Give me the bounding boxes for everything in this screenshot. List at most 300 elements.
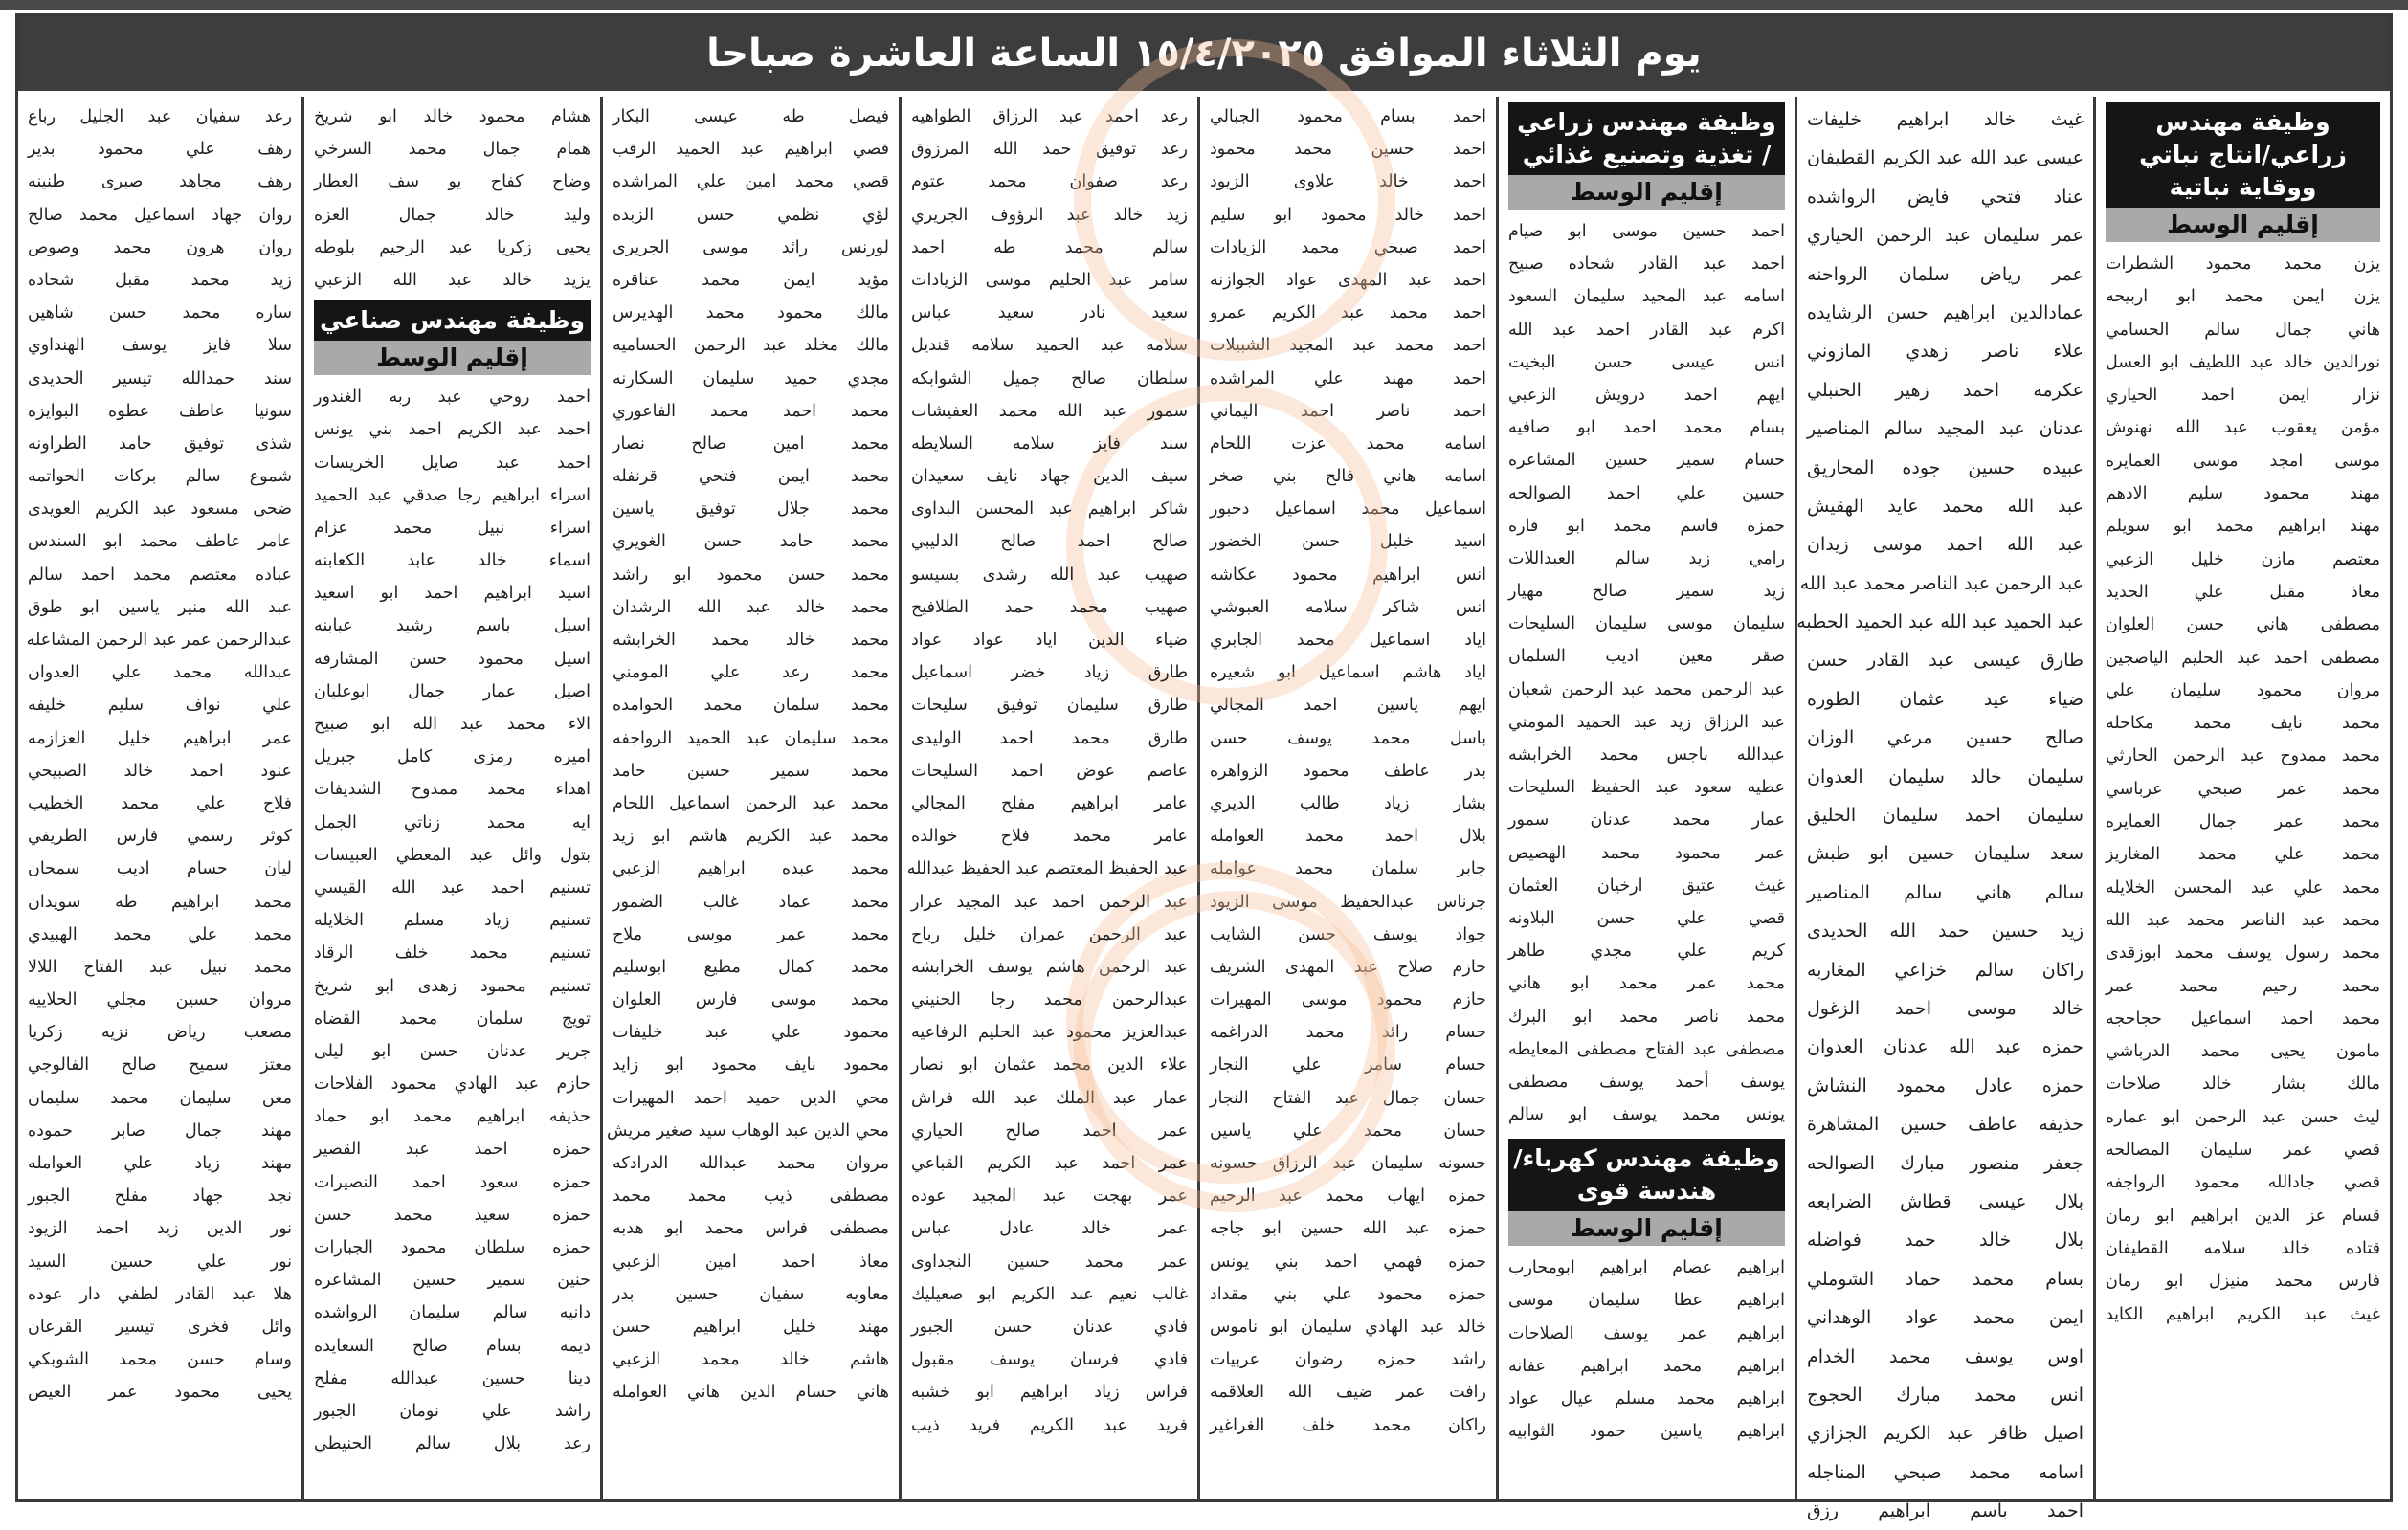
name-entry: محمد عمر صبحي عرباسي [2106, 779, 2380, 799]
name-entry: انس عيسى حسن البخيت [1508, 352, 1785, 372]
name-entry: حذيفه عاطف حسين المشاهرة [1807, 1114, 2084, 1136]
section-title: وظيفة مهندس كهرباء/ هندسة قوى [1508, 1139, 1785, 1211]
name-entry: عبد الرحمن عبد الناصر محمد عبد الله [1799, 572, 2084, 594]
name-list [1508, 1252, 1785, 1448]
name-entry: مهند زياد علي العوامله [28, 1154, 292, 1173]
name-entry: كوثر رسمي فارس الطريفي [28, 827, 292, 847]
name-entry: حمزه سلطان محمود الجبارات [314, 1238, 591, 1257]
name-entry: حذيفه ابراهيم محمد ابو حماد [314, 1107, 591, 1127]
name-entry: مجدي حميد سليمان السكارنه [613, 368, 889, 388]
name-entry: انس محمد مبارك الحجوج [1807, 1384, 2084, 1406]
name-entry: اسيل باسم رشيد عبابنه [314, 616, 591, 636]
name-entry: اسامه محمد عزت اللحام [1210, 433, 1486, 454]
name-entry: ابراهيم عمر يوسف الصلاحات [1508, 1323, 1785, 1343]
name-entry: احمد عبد القادر شحاده صبيح [1508, 255, 1785, 275]
name-entry: محمود علي عبد خليفات [613, 1023, 889, 1043]
name-entry: احمد محمد عبد الكريم عمرو [1210, 303, 1486, 323]
name-entry: نور علي حسين السيد [28, 1252, 292, 1272]
name-entry: محمد ابراهيم طه سويدان [28, 892, 292, 912]
name-entry: محمد ممدوح عبد الرحمن الحارثي [2106, 746, 2380, 766]
name-entry: حمزه سعود احمد النصيرات [314, 1172, 591, 1192]
name-entry: احمد عبد صايل الخريسات [314, 453, 591, 473]
name-entry: مروان محمود سليمان علي [2106, 680, 2380, 700]
name-entry: جرير عدنان حسن ابو ليلى [314, 1041, 591, 1061]
name-entry: دانيه سالم سليمان الرواشده [314, 1303, 591, 1323]
name-entry: مالك محمود محمد الهديرس [613, 303, 889, 323]
name-entry: محمد احمد محمد الفاعوري [613, 401, 889, 421]
name-entry: غالب نعيم عبد الكريم ابو صعيليك [911, 1284, 1188, 1304]
name-entry: عبد الرحمن عمران خليل رباح [911, 924, 1188, 944]
name-entry: مالك بشار خالد صلاحات [2106, 1075, 2380, 1095]
name-entry: سعد سليمان حسين ابو طبش [1807, 843, 2084, 865]
name-entry: تسنيم محمود زهدى ابو شريخ [314, 976, 591, 996]
name-entry: رعد احمد عبد الرزاق الطواهيه [911, 107, 1188, 126]
name-entry: لؤي نظمي حسن الزبده [613, 205, 889, 225]
name-entry: راشد حمزه رضوان عربيات [1210, 1350, 1486, 1370]
name-entry: وضاح كفاح يو سف العطار [314, 172, 591, 192]
name-entry: احمد باسم ابراهيم رزق [1807, 1500, 2084, 1522]
name-entry: سلامه عبد الحميد سلامه قنديل [911, 336, 1188, 356]
name-entry: جواد يوسف حسن الشايب [1210, 924, 1486, 944]
name-entry: علي نواف سليم خليفه [28, 696, 292, 716]
name-entry: عبد الرحمن احمد عبد المجيد عرار [911, 892, 1188, 912]
name-entry: احمد ناصر احمد اليماني [1210, 401, 1486, 421]
name-entry: صقر معين اديب السلمان [1508, 647, 1785, 667]
name-entry: قصي محمد امين علي المراشده [613, 172, 889, 192]
name-list [1508, 215, 1785, 1131]
name-entry: موسى امجد موسى العمايره [2106, 451, 2380, 471]
name-entry: صهيب محمد حمد الطلافيح [911, 597, 1188, 617]
name-entry: محمد نايف محمد مكاحله [2106, 714, 2380, 734]
name-entry: بدر عاطف محمود الزواهره [1210, 761, 1486, 781]
name-entry: مؤمن يعقوب عبد الله نهنوش [2106, 418, 2380, 438]
name-entry: اوس يوسف محمد الخدام [1807, 1345, 2084, 1367]
name-entry: عبد الحفيظ المعتصم عبد الحفيظ عبدالله [906, 859, 1188, 879]
name-entry: مصطفى ذيب محمد محمد [613, 1186, 889, 1207]
name-entry: صهيب عبد الله رشدى بسيسو [911, 565, 1188, 585]
name-entry: سعيد نادر سعيد عباس [911, 303, 1188, 323]
name-entry: قصي عمر سليمان المصالحه [2106, 1141, 2380, 1161]
name-entry: سالم محمد طه احمد [911, 237, 1188, 257]
name-entry: قصي علي حسن البلاونه [1508, 908, 1785, 928]
name-entry: باسل محمد يوسف حسن [1210, 728, 1486, 748]
name-entry: سلطان صالح جميل الشوابكه [911, 368, 1188, 388]
name-entry: رامي زيد سالم العبداللات [1508, 548, 1785, 568]
name-entry: محمد عبده ابراهيم الزعبي [613, 859, 889, 879]
name-entry: هاني حسام الدين هاني العوامله [613, 1383, 889, 1403]
name-entry: فادي عدنان حسن الجبور [911, 1317, 1188, 1337]
name-entry: محمد رسول يوسف محمد ابوزقدى [2106, 943, 2380, 964]
name-entry: احمد مهند علي المراشده [1210, 368, 1486, 388]
name-entry: رهف علي محمود بدير [28, 140, 292, 160]
name-entry: عبدالعزيز محمود عبد الحليم الرفاعيه [911, 1023, 1188, 1043]
name-entry: محمد ايمن فتحي قرنفله [613, 467, 889, 487]
name-entry: ضحى مسعود عبد الكريم العويدى [28, 499, 292, 520]
name-entry: راكان محمد خلف الغراغير [1210, 1415, 1486, 1435]
name-entry: احمد روحي عبد ربه الغندور [314, 388, 591, 408]
name-entry: عمادالدين ابراهيم حسن الرشايده [1807, 301, 2084, 323]
name-entry: جرناس عبدالحفيظ موسى الزيود [1210, 892, 1486, 912]
name-entry: ساره محمد حسن شاهين [28, 303, 292, 323]
name-entry: محمد عبد الكريم هاشم ابو زيد [613, 827, 889, 847]
name-entry: نجد جهاد مفلح الجبور [28, 1186, 292, 1207]
name-entry: ابراهيم عطا سليمان موسى [1508, 1291, 1785, 1311]
name-entry: عمر احمد عبد الكريم القباعي [911, 1154, 1188, 1173]
name-entry: محمد احمد اسماعيل حجاحجه [2106, 1009, 2380, 1029]
name-entry: احمد عبد الكريم احمد بني يونس [314, 420, 591, 440]
name-entry: عطيه سعود عبد الحفيظ السليحات [1508, 778, 1785, 798]
name-list [28, 100, 292, 1409]
name-entry: عمر سليمان عبد الرحمن الحياري [1807, 225, 2084, 247]
name-entry: معاويه سفيان حسين بدر [613, 1284, 889, 1304]
name-entry: عبد الحميد عبد الله عبد الحميد الحطبه [1796, 611, 2084, 633]
name-entry: عبد الرحمن محمد عبد الرحمن شعبان [1508, 679, 1785, 699]
name-entry: احمد حسين موسى ابو صيام [1508, 222, 1785, 241]
name-entry: اياد اسماعيل محمد الجابري [1210, 631, 1486, 650]
name-entry: خالد عبد الهادي سليمان ابو ناموس [1210, 1317, 1486, 1337]
name-entry: حمزه سعيد محمد حسن [314, 1205, 591, 1225]
name-entry: سمور عبد الله محمد العفيشات [911, 401, 1188, 421]
name-entry: غيث عتيق ارخيان العثمان [1508, 876, 1785, 896]
name-entry: غيث عبد الكريم ابراهيم الكايد [2106, 1304, 2380, 1324]
name-entry: حازم محمود موسى المهيرات [1210, 990, 1486, 1010]
name-entry: اسامه محمد صبحي المناجله [1807, 1461, 2084, 1483]
name-entry: ليان حسام اديب سمحان [28, 859, 292, 879]
name-entry: محمد عمر جمال العمايره [2106, 812, 2380, 832]
name-entry: روان جهاد اسماعيل محمد صالح [28, 205, 292, 225]
name-entry: بتول وائل عبد المعطي العبيسات [314, 845, 591, 865]
name-entry: محمد علي محمد الهبيدي [28, 924, 292, 944]
name-entry: يزيد خالد عبد الله الزعبي [314, 270, 591, 290]
name-entry: معتصم مازن خليل الزعبي [2106, 549, 2380, 569]
name-entry: صالح احمد صالح الدليبي [911, 532, 1188, 552]
name-entry: دينا حسين عبدالله مفلح [314, 1368, 591, 1388]
page-title: يوم الثلاثاء الموافق ١٥/٤/٢٠٢٥ الساعة العاشرة صباحا [706, 32, 1702, 76]
name-entry: احمد بسام محمود الجبالي [1210, 107, 1486, 126]
name-entry: هشام محمود خالد ابو شريخ [314, 107, 591, 126]
name-entry: حمزه ايهاب محمد عبد الرحيم [1210, 1186, 1486, 1207]
name-entry: عبد الله محمد عايد الهقيش [1807, 495, 2084, 517]
name-entry: يحيى محمود عمر العيص [28, 1383, 292, 1403]
name-entry: بلال خالد حمد فواضله [1807, 1230, 2084, 1252]
name-entry: اصيل عمار جمال ابوعليان [314, 681, 591, 701]
name-entry: عبد الرحمن هاشم يوسف الخرابشه [911, 957, 1188, 977]
name-entry: فادي فرسان يوسف مقبول [911, 1350, 1188, 1370]
name-entry: ديمه بسام صالح السعايده [314, 1336, 591, 1356]
name-entry: اكرم عبد القادر احمد عبد الله [1508, 320, 1785, 340]
name-entry: رعد توفيق حمد الله المرزوق [911, 140, 1188, 160]
name-entry: محي الدين عبد الوهاب سيد صغير مريش [607, 1120, 889, 1141]
column-5 [899, 97, 1197, 1499]
name-entry: احمد خالد محمود ابو سليم [1210, 205, 1486, 225]
name-entry: هاشم خالد محمد الزعبي [613, 1350, 889, 1370]
name-entry: حسام سامر علي النجار [1210, 1055, 1486, 1075]
name-entry: محمد جلال توفيق ياسين [613, 499, 889, 520]
name-entry: عمار عبد الملك عبد الله فراش [911, 1088, 1188, 1108]
name-entry: صالح حسين مرعي الوزان [1807, 727, 2084, 749]
name-entry: مصطفى هاني حسن العلوان [2106, 615, 2380, 635]
name-entry: قصي جادالله محمود الرواجفه [2106, 1173, 2380, 1193]
column-1 [2093, 97, 2390, 1499]
name-entry: عبد الرزاق زيد عبد الحميد المومني [1508, 712, 1785, 732]
name-entry: سامر عبد الحليم موسى الزيادات [911, 270, 1188, 290]
name-entry: ابراهيم محمد مسلم عيال عواد [1508, 1389, 1785, 1408]
name-entry: ابراهيم ياسين حمود الثوابيه [1508, 1422, 1785, 1442]
name-entry: محمد رحيم محمد عمر [2106, 976, 2380, 996]
name-entry: عامر ابراهيم مفلح المجالي [911, 793, 1188, 813]
name-entry: محمد علي محمد المغاريز [2106, 845, 2380, 865]
name-entry: محمد علي عبد المحسن الخلايله [2106, 877, 2380, 898]
name-entry: هلا عبد القادر لطفي دار عوده [28, 1284, 292, 1304]
name-entry: عبدالله باجس محمد الخرابشه [1508, 745, 1785, 765]
name-entry: حسام رائد محمد الدراغمه [1210, 1023, 1486, 1043]
name-entry: احمد حسين محمد محمود [1210, 140, 1486, 160]
name-entry: محمد خالد عبد الله الرشدان [613, 597, 889, 617]
name-entry: طارق زياد خضر اسماعيل [911, 663, 1188, 683]
name-entry: عامر محمد فلاح خوالده [911, 827, 1188, 847]
name-entry: محمد خالد محمد الخرابشه [613, 631, 889, 650]
name-entry: معتز سميح صالح الفالوجي [28, 1055, 292, 1075]
name-entry: قصي ابراهيم عبد الحميد الرقب [613, 140, 889, 160]
name-entry: زيد حسين حمد الله الحديدى [1807, 920, 2084, 942]
name-entry: عبدالرحمن عمر عبد الرحمن المشاعله [26, 631, 292, 650]
name-entry: ايمن محمد عواد الوهداني [1807, 1307, 2084, 1329]
section-region: إقليم الوسط [1508, 1211, 1785, 1246]
name-entry: نزار ايمن احمد الحياري [2106, 386, 2380, 406]
name-entry: اسراء ابراهيم رجا صدقي عبد الحميد [314, 485, 591, 505]
name-entry: علاء الدين محمد عثمان ابو نصار [911, 1055, 1188, 1075]
name-entry: سليمان موسى سليمان السليحات [1508, 614, 1785, 634]
section-region: إقليم الوسط [2106, 208, 2380, 242]
name-entry: زيد محمد مقبل شحاده [28, 270, 292, 290]
name-entry: زيد سمير صالح مهيار [1508, 582, 1785, 602]
name-entry: ضياء الدين اياد عواد عواد [911, 631, 1188, 650]
name-entry: حمزه عبد الله حسين ابو جاجه [1210, 1219, 1486, 1239]
name-entry: اميره رمزى كامل جبريل [314, 747, 591, 767]
name-entry: عاصم عوض احمد السليحات [911, 761, 1188, 781]
name-entry: تويج سلمان محمد القضاه [314, 1009, 591, 1029]
name-entry: عمر احمد صالح الحياري [911, 1120, 1188, 1141]
name-entry: جابر سلمان محمد عوامله [1210, 859, 1486, 879]
name-entry: رهف مجاهد صبرى طنينه [28, 172, 292, 192]
name-entry: احمد خالد علاوى الزيود [1210, 172, 1486, 192]
name-entry: فارس محمد منيزل ابو رمان [2106, 1272, 2380, 1292]
name-entry: سند حمدالله تيسير الحديدى [28, 368, 292, 388]
name-entry: اسيد ابراهيم احمد ابو اسعيد [314, 584, 591, 604]
column-7 [301, 97, 600, 1499]
name-entry: بسام محمد حماد الشوملي [1807, 1268, 2084, 1290]
name-entry: روان هرون محمد وصوص [28, 237, 292, 257]
name-entry: مؤيد ايمن محمد عناقره [613, 270, 889, 290]
name-entry: مهند ابراهيم محمد ابو سويلم [2106, 517, 2380, 537]
name-entry: فريد عبد الكريم فريد ذيب [911, 1415, 1188, 1435]
name-entry: بلال عيسى قطاش الضرابعه [1807, 1190, 2084, 1212]
name-entry: حمزه فهمي احمد بني يونس [1210, 1252, 1486, 1272]
name-entry: عبدالله محمد علي العدوان [28, 663, 292, 683]
name-entry: عباده معتصم محمد احمد سالم [28, 565, 292, 585]
name-entry: محمد حامد حسن الغويري [613, 532, 889, 552]
name-entry: وائل فخرى تيسير القرعان [28, 1317, 292, 1337]
name-list [1796, 100, 2084, 1530]
name-entry: ضياء عيد عثمان الطوره [1807, 688, 2084, 710]
column-4 [1197, 97, 1496, 1499]
name-entry: حازم عبد الهادي محمود الفلاحات [314, 1075, 591, 1095]
name-entry: معاذ احمد امين الزعبي [613, 1252, 889, 1272]
name-entry: عناد فتحي فايض الرواشده [1807, 186, 2084, 208]
name-entry: سونيا عاطف عطوه البوايزه [28, 401, 292, 421]
name-entry: حمزه عادل محمود النشاش [1807, 1075, 2084, 1097]
name-entry: محمود نايف محمود ابو زايد [613, 1055, 889, 1075]
name-entry: مهند جمال صابر حموده [28, 1120, 292, 1141]
name-entry: الاء محمد عبد الله ابو صبيح [314, 715, 591, 734]
name-entry: سليمان خالد سليمان العدوان [1807, 765, 2084, 787]
name-entry: علاء ناصر زهدي المازوني [1807, 341, 2084, 363]
name-entry: همام جمال محمد السرخي [314, 140, 591, 160]
name-entry: حنين سمير حسين المشاعره [314, 1271, 591, 1291]
name-entry: ابراهيم عصام ابراهيم ابومحارب [1508, 1258, 1785, 1278]
name-entry: تسنيم زياد مسلم الخلايله [314, 911, 591, 931]
name-entry: مهند محمود سليم الادهم [2106, 484, 2380, 504]
name-entry: انس شاكر سلامه العبوشي [1210, 597, 1486, 617]
column-3 [1496, 97, 1795, 1499]
name-entry: محمد سلمان محمد الحوامده [613, 696, 889, 716]
name-entry: قتاده خالد سلامه القطيفان [2106, 1238, 2380, 1258]
name-entry: بشار زياد طالب الديري [1210, 793, 1486, 813]
name-entry: اهداء محمد ممدوح الشديفات [314, 780, 591, 800]
name-entry: محمد عمر محمد ابو هاني [1508, 974, 1785, 994]
name-entry: عمر محمد حسين النجداوى [911, 1252, 1188, 1272]
name-entry: لورنس رائد موسى الجريرى [613, 237, 889, 257]
name-entry: حمزه محمود علي بني مقداد [1210, 1284, 1486, 1304]
name-entry: مصعب رياض نزيه زكريا [28, 1023, 292, 1043]
name-entry: طارق محمد احمد الوليدى [911, 728, 1188, 748]
name-entry: اسامه هاني فالح بني صخر [1210, 467, 1486, 487]
name-entry: عمر رياض سلمان الرواحنه [1807, 263, 2084, 285]
name-entry: شموع سالم بركات الحواتمه [28, 467, 292, 487]
name-columns [18, 97, 2390, 1522]
name-entry: محمد عبد الرحمن اسماعيل اللحام [613, 793, 889, 813]
header-banner [18, 16, 2390, 95]
name-entry: مصطفى احمد عبد الحليم الياصجين [2106, 648, 2380, 668]
column-6 [600, 97, 899, 1499]
name-entry: اسيد خليل حسن الخضور [1210, 532, 1486, 552]
name-entry: انس ابراهيم محمود عكاشه [1210, 565, 1486, 585]
name-entry: ابراهيم محمد ابراهيم عفانه [1508, 1356, 1785, 1376]
name-list [314, 381, 591, 1460]
name-entry: محمد عمر موسى ملاح [613, 924, 889, 944]
name-entry: كريم علي مجدي طاهر [1508, 942, 1785, 962]
name-entry: يونس محمد يوسف ابو سالم [1508, 1105, 1785, 1125]
name-entry: مالك مخلد عبد الرحمن الحساميه [613, 336, 889, 356]
name-entry: مروان حسين مجلي الحلاييه [28, 990, 292, 1010]
name-entry: اسماعيل محمد اسماعيل دحبور [1210, 499, 1486, 520]
name-entry: حسونه سليمان عبد الرزاق حسونه [1210, 1154, 1486, 1173]
name-list [607, 100, 889, 1409]
name-entry: طارق سليمان توفيق سليحات [911, 696, 1188, 716]
name-entry: محمد حسن محمود ابو راشد [613, 565, 889, 585]
name-entry: محمد سليمان عبد الحميد الرواجفه [613, 728, 889, 748]
top-rule [0, 0, 2408, 10]
name-entry: محمد ناصر محمد ابو البرك [1508, 1007, 1785, 1027]
name-entry: فيصل طه عيسى البكار [613, 107, 889, 126]
column-2 [1795, 97, 2093, 1522]
name-entry: عمر محمود محمد الهصيص [1508, 843, 1785, 863]
name-entry: حمزه عبد الله عدنان العدوان [1807, 1036, 2084, 1058]
name-entry: مهند خليل ابراهيم حسن [613, 1317, 889, 1337]
name-entry: ليث حسن عبد الرحمن ابو عماره [2106, 1107, 2380, 1127]
section-region: إقليم الوسط [1508, 175, 1785, 210]
name-entry: وليد خالد جمال العزه [314, 205, 591, 225]
name-entry: عدنان عبد المجيد سالم المناصير [1807, 418, 2084, 440]
name-entry: بلال احمد محمد العوامله [1210, 827, 1486, 847]
column-8 [18, 97, 301, 1499]
name-entry: يوسف أحمد يوسف مصطفى [1508, 1072, 1785, 1092]
name-entry: نورالدين خالد عبد اللطيف ابو العسل [2106, 352, 2380, 372]
name-entry: محمد عبد الناصر محمد عبد الله [2106, 910, 2380, 930]
name-entry: اياد هاشم اسماعيل ابو شعيره [1210, 663, 1486, 683]
name-entry: عبد الله منير ياسين ابو طوق [28, 597, 292, 617]
name-entry: فراس زياد ابراهيم ابو خشبه [911, 1383, 1188, 1403]
name-entry: ايهم ياسين احمد المجالي [1210, 696, 1486, 716]
name-entry: معن سليمان محمد سليمان [28, 1088, 292, 1108]
name-entry: مصطفى عبد الفتاح مصطفى المعايطه [1508, 1039, 1785, 1059]
name-entry: محمد موسى فارس العلوان [613, 990, 889, 1010]
name-entry: يحيى زكريا عبد الرحيم بلوطه [314, 237, 591, 257]
name-entry: تسنيم احمد عبد الله القيسي [314, 877, 591, 898]
name-entry: جعفر منصور مبارك الصوالحه [1807, 1152, 2084, 1174]
name-entry: رعد صفوان محمد عتوم [911, 172, 1188, 192]
name-entry: احمد صبحي محمد الزيادات [1210, 237, 1486, 257]
name-entry: مصطفى فراس محمد ابو هدبه [613, 1219, 889, 1239]
name-entry: محمد رعد علي المومني [613, 663, 889, 683]
name-entry: زيد خالد عبد الرؤوف الجريري [911, 205, 1188, 225]
name-entry: محي الدين حميد احمد المهيرات [613, 1088, 889, 1108]
section-region: إقليم الوسط [314, 341, 591, 375]
name-entry: حسان جمال عبد الفتاح النجار [1210, 1088, 1486, 1108]
name-entry: حمزه احمد عبد القصير [314, 1140, 591, 1160]
name-entry: اسماء خالد عابد الكعابنه [314, 551, 591, 571]
name-entry: سيف الدين جهاد نايف سعيدان [911, 467, 1188, 487]
name-entry: تسنيم محمد خلف الرقاد [314, 943, 591, 964]
name-entry: سند فايز سلامه السلايطه [911, 433, 1188, 454]
name-entry: ايه محمد زناتي الجمل [314, 812, 591, 832]
name-entry: عبيده حسين جوده المحاريق [1807, 456, 2084, 478]
name-entry: يزن ايمن محمد ابو اربيحه [2106, 287, 2380, 307]
section-title: وظيفة مهندس زراعي/انتاج نباتي ووقاية نباتية [2106, 102, 2380, 208]
name-entry: ايهم احمد درويش الزعبي [1508, 385, 1785, 405]
name-entry: محمد امين صالح نصار [613, 433, 889, 454]
name-entry: عبد الله احمد موسى زيدان [1807, 534, 2084, 556]
name-entry: عمر ابراهيم خليل العزازمه [28, 728, 292, 748]
name-entry: سليمان احمد سليمان الحليق [1807, 805, 2084, 827]
name-entry: مامون يحيى محمد الدرباشي [2106, 1042, 2380, 1062]
name-entry: حسام سمير حسين المشاعره [1508, 451, 1785, 471]
name-entry: رعد بلال سالم الحنيطي [314, 1434, 591, 1454]
name-list [314, 100, 591, 297]
name-entry: راكان سالم خزاعي المغاربه [1807, 959, 2084, 981]
name-entry: خالد موسى احمد الزغول [1807, 997, 2084, 1019]
name-entry: شذى توفيق حامد الطراونه [28, 433, 292, 454]
name-entry: حسان محمد علي ياسين [1210, 1120, 1486, 1141]
name-entry: محمد عماد غالب الضمور [613, 892, 889, 912]
name-entry: معاذ مقبل علي الحديد [2106, 582, 2380, 602]
name-entry: اسيل محمود حسن المشارفه [314, 649, 591, 669]
name-list [2106, 248, 2380, 1331]
name-entry: سلا فايز يوسف الهنداوي [28, 336, 292, 356]
name-entry: سالم هاني سالم المناصير [1807, 881, 2084, 903]
name-entry: طارق عيسى عبد القادر حسن [1807, 650, 2084, 672]
name-entry: رعد سفيان عبد الجليل رباع [28, 107, 292, 126]
